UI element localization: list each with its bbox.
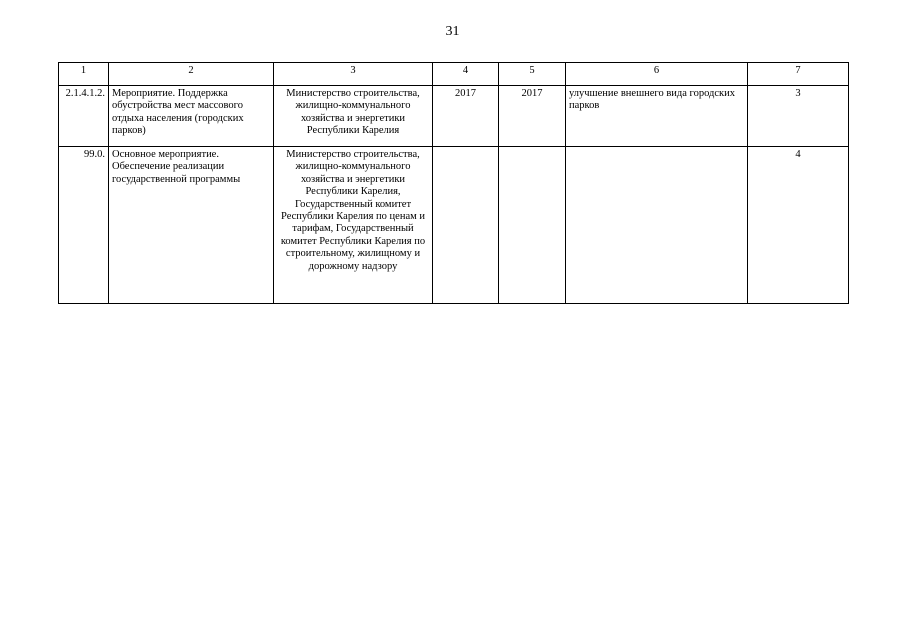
table-header-row [59, 63, 849, 86]
measures-table [58, 62, 849, 304]
cell-start-year [433, 147, 499, 304]
cell-start-year: 2017 [433, 86, 499, 147]
table-row [59, 147, 849, 304]
cell-code: 2.1.4.1.2. [59, 86, 109, 147]
header-cell: 7 [748, 63, 849, 86]
header-cell: 2 [109, 63, 274, 86]
cell-executor: Министерство строительства, жилищно-коммунального хозяйства и энергетики Республики Карелия, Государственный комитет Республики Карелия по ценам и тарифам, Государственный комитет Республики Карелия по строительному, жилищному и дорожному надзору [274, 147, 433, 304]
cell-end-year [499, 147, 566, 304]
table-row [59, 86, 849, 147]
cell-result: улучшение внешнего вида городских парков [566, 86, 748, 147]
header-cell: 3 [274, 63, 433, 86]
page-number: 31 [445, 24, 460, 39]
cell-col7: 4 [748, 147, 849, 304]
cell-executor: Министерство строительства, жилищно-коммунального хозяйства и энергетики Республики Карелия [274, 86, 433, 147]
cell-result [566, 147, 748, 304]
cell-name: Основное мероприятие. Обеспечение реализации государственной программы [109, 147, 274, 304]
header-cell: 6 [566, 63, 748, 86]
cell-name: Мероприятие. Поддержка обустройства мест массового отдыха населения (городских парков) [109, 86, 274, 147]
header-cell: 5 [499, 63, 566, 86]
header-cell: 1 [59, 63, 109, 86]
cell-code: 99.0. [59, 147, 109, 304]
header-cell: 4 [433, 63, 499, 86]
cell-end-year: 2017 [499, 86, 566, 147]
cell-col7: 3 [748, 86, 849, 147]
